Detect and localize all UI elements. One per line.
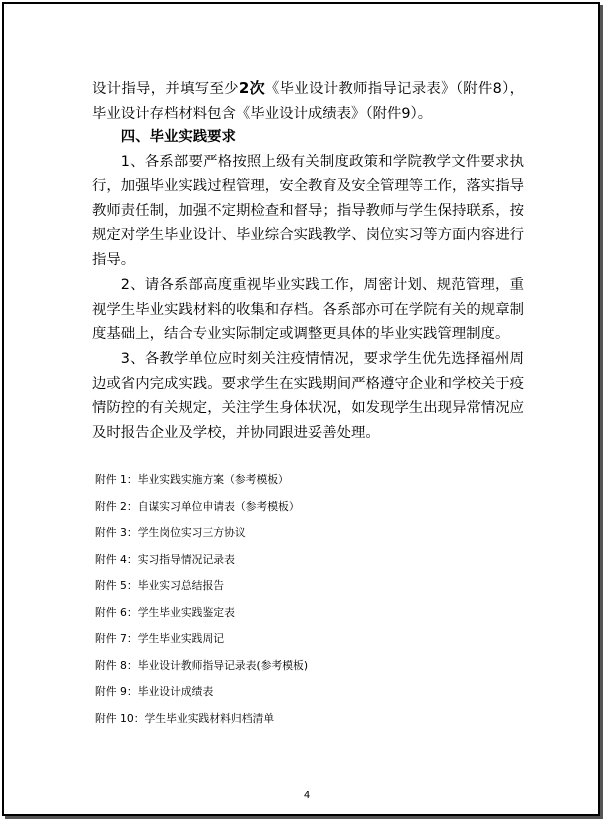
paragraph: 3、各教学单位应时刻关注疫情情况，要求学生优先选择福州周边或省内完成实践。要求学生在实践期间严格遵守企业和学校关于疫情防控的有关规定，关注学生身体状况，如发现学生出现异常情况应及时报告企业及学校，并协同跟进妥善处理。 (92, 351, 524, 441)
attachment-item: 附件 4：实习指导情况记录表 (95, 552, 235, 566)
section-heading-block (92, 125, 524, 150)
attachment-item: 附件 8：毕业设计教师指导记录表(参考模板) (95, 658, 309, 672)
requirements-paragraph-2 (92, 273, 524, 347)
paragraph: 2、请各系部高度重视毕业实践工作，周密计划、规范管理，重视学生毕业实践材料的收集和存档。各系部亦可在学院有关的规章制度基础上，结合专业实际制定或调整更具体的毕业实践管理制度。 (92, 277, 524, 343)
paragraph: 1、各系部要严格按照上级有关制度政策和学院教学文件要求执行，加强毕业实践过程管理，安全教育及安全管理等工作，落实指导教师责任制，加强不定期检查和督导；指导教师与学生保持联系，按规定对学生毕业设计、毕业综合实践教学、岗位实习等方面内容进行指导。 (92, 153, 524, 268)
attachment-item: 附件 9：毕业设计成绩表 (95, 685, 214, 698)
highlighted-count: 2次 (238, 79, 265, 97)
continued-paragraph (92, 76, 524, 126)
requirements-paragraph-1 (92, 150, 524, 273)
attachment-item: 附件 10：学生毕业实践材料归档清单 (95, 711, 275, 725)
attachment-item: 附件 7：学生毕业实践周记 (95, 632, 225, 645)
requirements-paragraph-3 (92, 347, 524, 445)
attachment-item: 附件 1：毕业实践实施方案（参考模板） (95, 473, 289, 486)
document-page (2, 2, 600, 816)
attachment-item: 附件 5：毕业实习总结报告 (95, 579, 225, 592)
attachment-item: 附件 2：自谋实习单位申请表（参考模板） (95, 499, 300, 513)
attachment-item: 附件 6：学生毕业实践鉴定表 (95, 605, 235, 619)
section-heading: 四、毕业实践要求 (120, 129, 236, 145)
page-number: 4 (303, 790, 311, 801)
continued-text-start: 设计指导，并填写至少 (92, 81, 239, 97)
continued-text-end: 《毕业设计教师指导记录表》（附件8），毕业设计存档材料包含《毕业设计成绩表》（附件9）。 (92, 81, 524, 122)
attachment-item: 附件 3：学生岗位实习三方协议 (95, 526, 246, 539)
attachment-list (95, 467, 515, 732)
